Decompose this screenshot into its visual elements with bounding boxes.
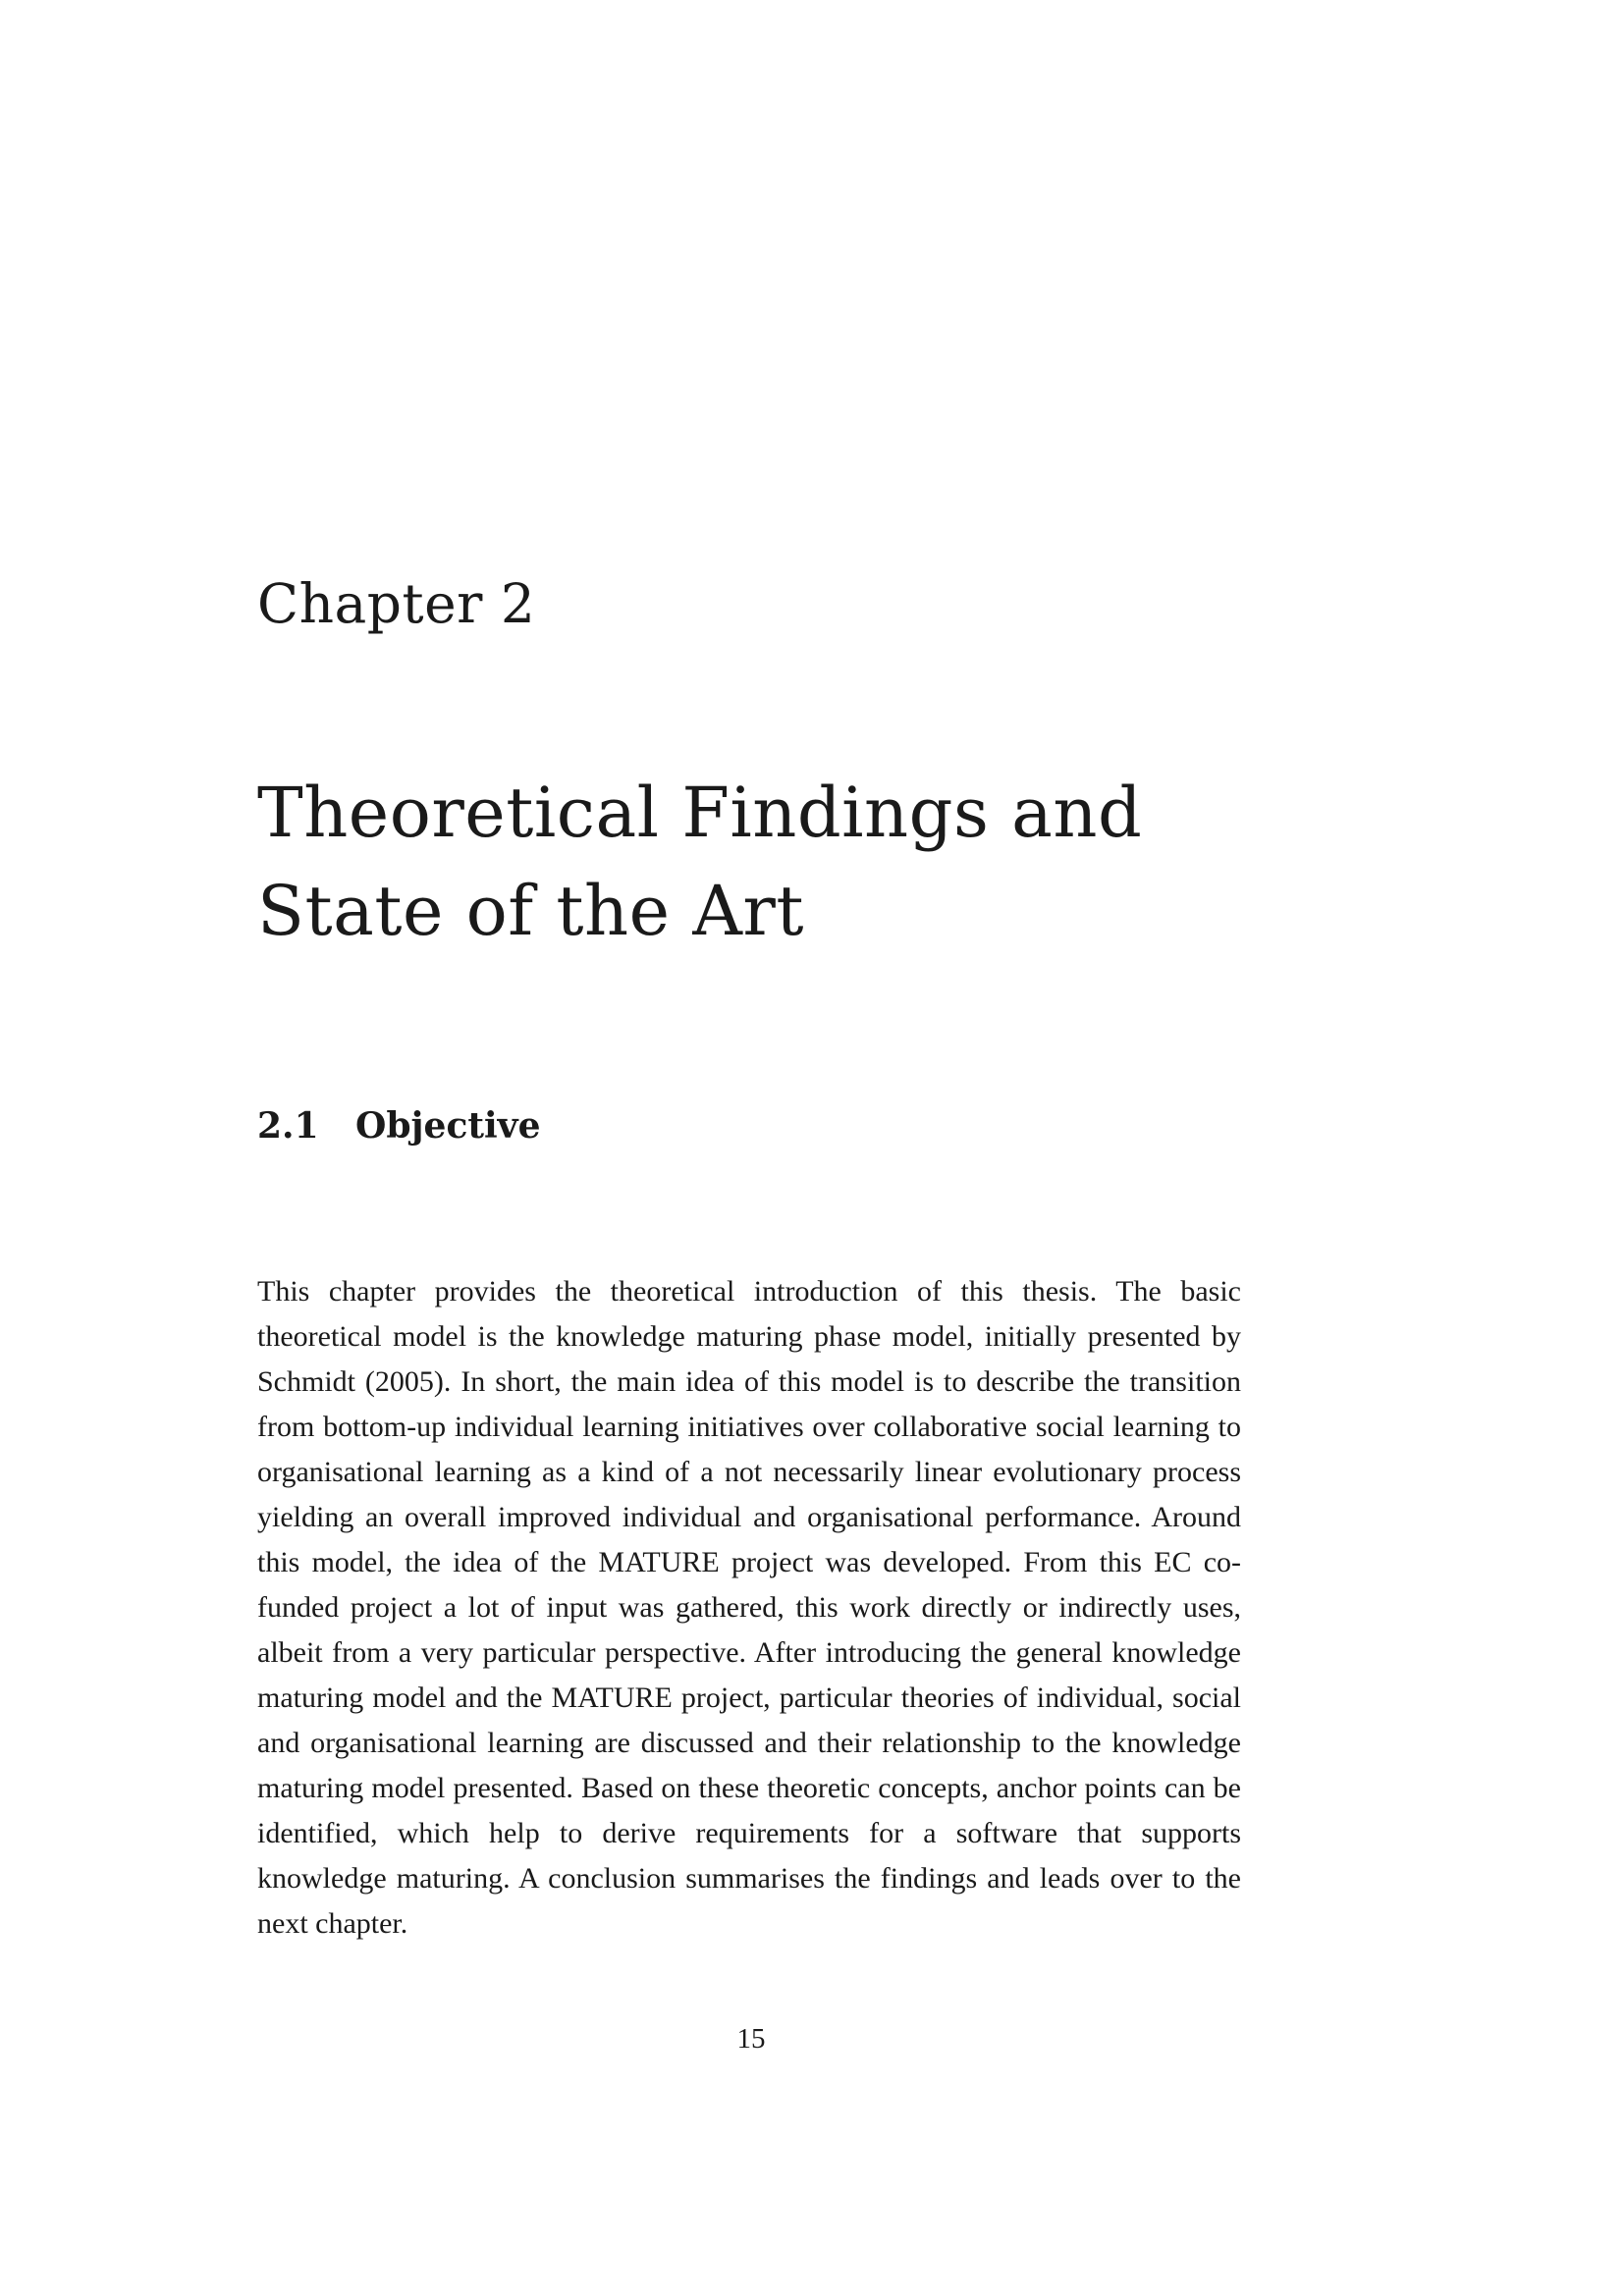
chapter-title: Theoretical Findings and State of the Art	[257, 773, 1143, 951]
body-paragraph: This chapter provides the theoretical introduction of this thesis. The basic theoretical model is the knowledge maturing phase model, initially presented by Schmidt (2005). In short, the main idea of this model is to describe the transition from bottom-up individual learning initiatives over collaborative social learning to organisational learning as a kind of a not necessarily linear evolutionary process yielding an overall improved individual and organisational performance. Around this model, the idea of the MATURE project was developed. From this EC co-funded project a lot of input was gathered, this work directly or indirectly uses, albeit from a very particular perspective. After introducing the general knowledge maturing model and the MATURE project, particular theories of individual, social and organisational learning are discussed and their relationship to the knowledge maturing model presented. Based on these theoretic concepts, anchor points can be identified, which help to derive requirements for a software that supports knowledge maturing. A conclusion summarises the findings and leads over to the next chapter.	[257, 1275, 1241, 1940]
section-heading	[257, 1105, 541, 1148]
section-number: 2.1	[257, 1105, 319, 1147]
section-title: Objective	[355, 1105, 541, 1147]
page-number: 15	[736, 2023, 766, 2055]
chapter-label: Chapter 2	[257, 572, 536, 635]
